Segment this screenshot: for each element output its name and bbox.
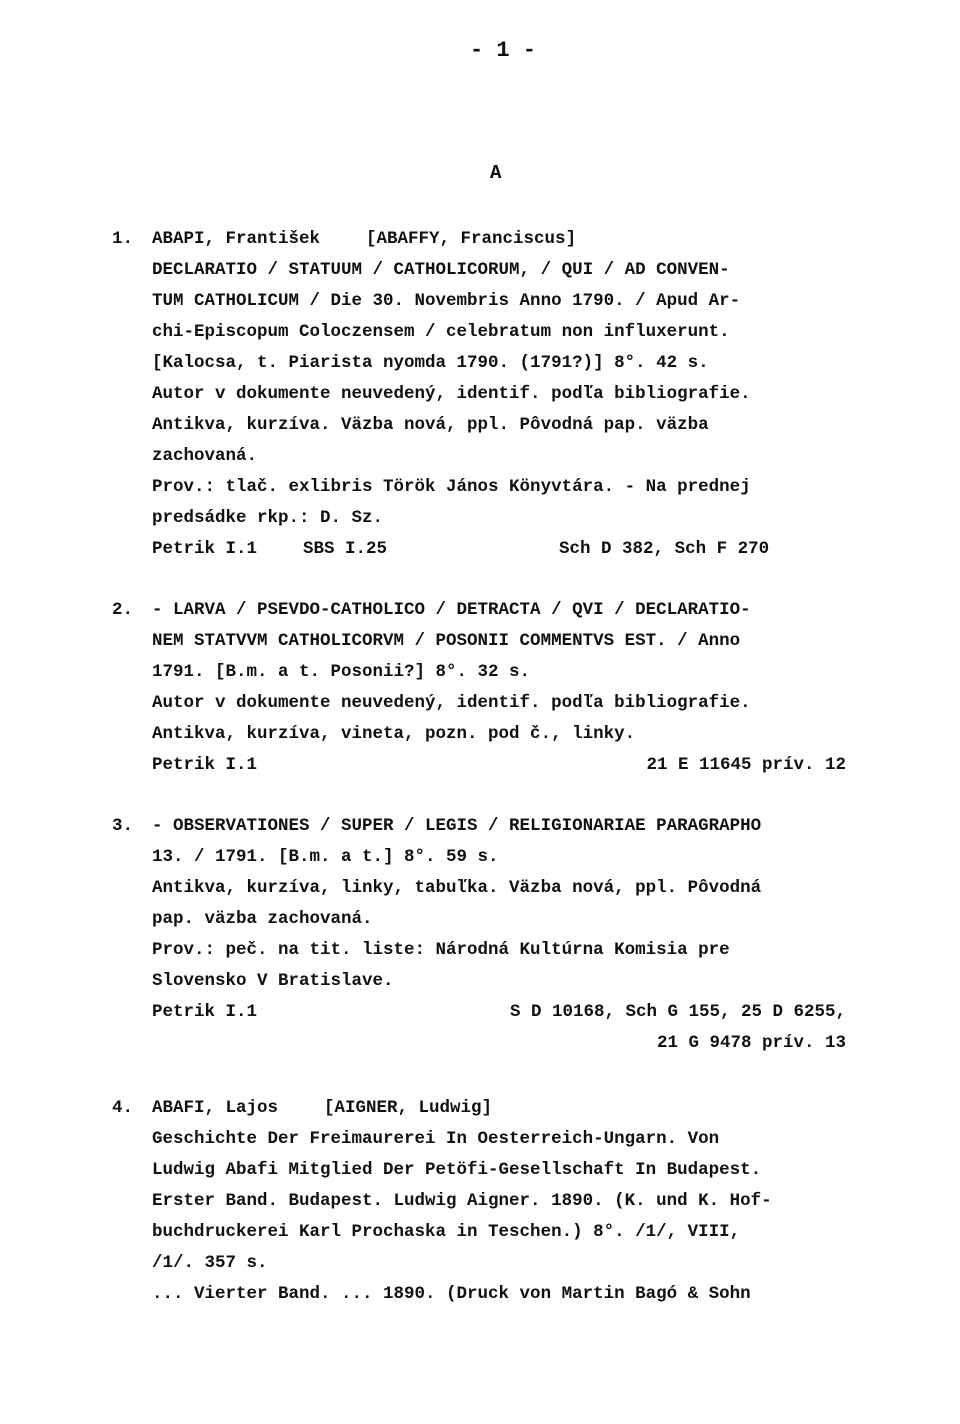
- ref-sbs: SBS I.25: [303, 539, 388, 559]
- catalog-entry-2: [112, 595, 902, 781]
- entry-line: Erster Band. Budapest. Ludwig Aigner. 1890. (K. und K. Hof-: [152, 1191, 772, 1211]
- catalog-entry-3: [112, 811, 902, 1059]
- entry-line: Antikva, kurzíva, linky, tabuľka. Väzba nová, ppl. Pôvodná: [152, 878, 762, 898]
- entry-title-start: - OBSERVATIONES / SUPER / LEGIS / RELIGIONARIAE PARAGRAPHO: [152, 816, 762, 836]
- entry-heading: [112, 811, 902, 842]
- ref-petrik: Petrik I.1: [152, 539, 258, 559]
- ref-signature-cont: 21 G 9478 prív. 13: [656, 1033, 846, 1053]
- entry-number: 4.: [112, 1098, 134, 1118]
- entry-heading: [112, 595, 902, 626]
- entry-line: Autor v dokumente neuvedený, identif. podľa bibliografie.: [152, 384, 751, 404]
- entry-line: ... Vierter Band. ... 1890. (Druck von Martin Bagó & Sohn: [152, 1284, 751, 1304]
- entry-line: TUM CATHOLICUM / Die 30. Novembris Anno 1790. / Apud Ar-: [152, 291, 741, 311]
- entry-heading: [112, 224, 902, 255]
- entry-references: [112, 997, 902, 1028]
- entry-line: /1/. 357 s.: [152, 1253, 268, 1273]
- entry-line: Prov.: peč. na tit. liste: Národná Kultúrna Komisia pre: [152, 940, 730, 960]
- ref-petrik: Petrik I.1: [152, 1002, 258, 1022]
- entry-number: 3.: [112, 816, 134, 836]
- entry-number: 1.: [112, 229, 134, 249]
- entry-line: Antikva, kurzíva. Väzba nová, ppl. Pôvodná pap. väzba: [152, 415, 709, 435]
- entry-title-start: - LARVA / PSEVDO-CATHOLICO / DETRACTA / QVI / DECLARATIO-: [152, 600, 751, 620]
- entry-line: Prov.: tlač. exlibris Török János Könyvtára. - Na prednej: [152, 477, 751, 497]
- entry-line: NEM STATVVM CATHOLICORVM / POSONII COMMENTVS EST. / Anno: [152, 631, 741, 651]
- entry-line: Autor v dokumente neuvedený, identif. podľa bibliografie.: [152, 693, 751, 713]
- entry-number: 2.: [112, 600, 134, 620]
- entry-line: Slovensko V Bratislave.: [152, 971, 394, 991]
- entry-author: ABAFI, Lajos: [152, 1098, 279, 1118]
- ref-signature: S D 10168, Sch G 155, 25 D 6255,: [509, 1002, 846, 1022]
- section-letter: A: [490, 162, 502, 184]
- entry-line: 13. / 1791. [B.m. a t.] 8°. 59 s.: [152, 847, 499, 867]
- entry-heading: [112, 1093, 902, 1124]
- entry-line: Ludwig Abafi Mitglied Der Petöfi-Gesellschaft In Budapest.: [152, 1160, 762, 1180]
- ref-petrik: Petrik I.1: [152, 755, 258, 775]
- entry-references: [112, 534, 902, 565]
- entry-line: 1791. [B.m. a t. Posonii?] 8°. 32 s.: [152, 662, 531, 682]
- entry-author-alt: [AIGNER, Ludwig]: [324, 1098, 493, 1118]
- entry-line: pap. väzba zachovaná.: [152, 909, 373, 929]
- entry-references: [112, 750, 902, 781]
- entry-line: Geschichte Der Freimaurerei In Oesterreich-Ungarn. Von: [152, 1129, 720, 1149]
- catalog-entry-1: [112, 224, 902, 565]
- ref-signature: 21 E 11645 prív. 12: [646, 755, 846, 775]
- ref-signature: Sch D 382, Sch F 270: [559, 539, 770, 559]
- page-number: - 1 -: [470, 38, 537, 63]
- entry-line: buchdruckerei Karl Prochaska in Teschen.) 8°. /1/, VIII,: [152, 1222, 741, 1242]
- entry-line: [Kalocsa, t. Piarista nyomda 1790. (1791?)] 8°. 42 s.: [152, 353, 709, 373]
- entry-author: ABAPI, František: [152, 229, 321, 249]
- entry-line: predsádke rkp.: D. Sz.: [152, 508, 384, 528]
- entry-author-alt: [ABAFFY, Franciscus]: [366, 229, 577, 249]
- entry-line: zachovaná.: [152, 446, 258, 466]
- entry-line: DECLARATIO / STATUUM / CATHOLICORUM, / QUI / AD CONVEN-: [152, 260, 730, 280]
- entry-line: chi-Episcopum Coloczensem / celebratum non influxerunt.: [152, 322, 730, 342]
- entry-line: Antikva, kurzíva, vineta, pozn. pod č., linky.: [152, 724, 636, 744]
- catalog-entry-4: [112, 1093, 902, 1310]
